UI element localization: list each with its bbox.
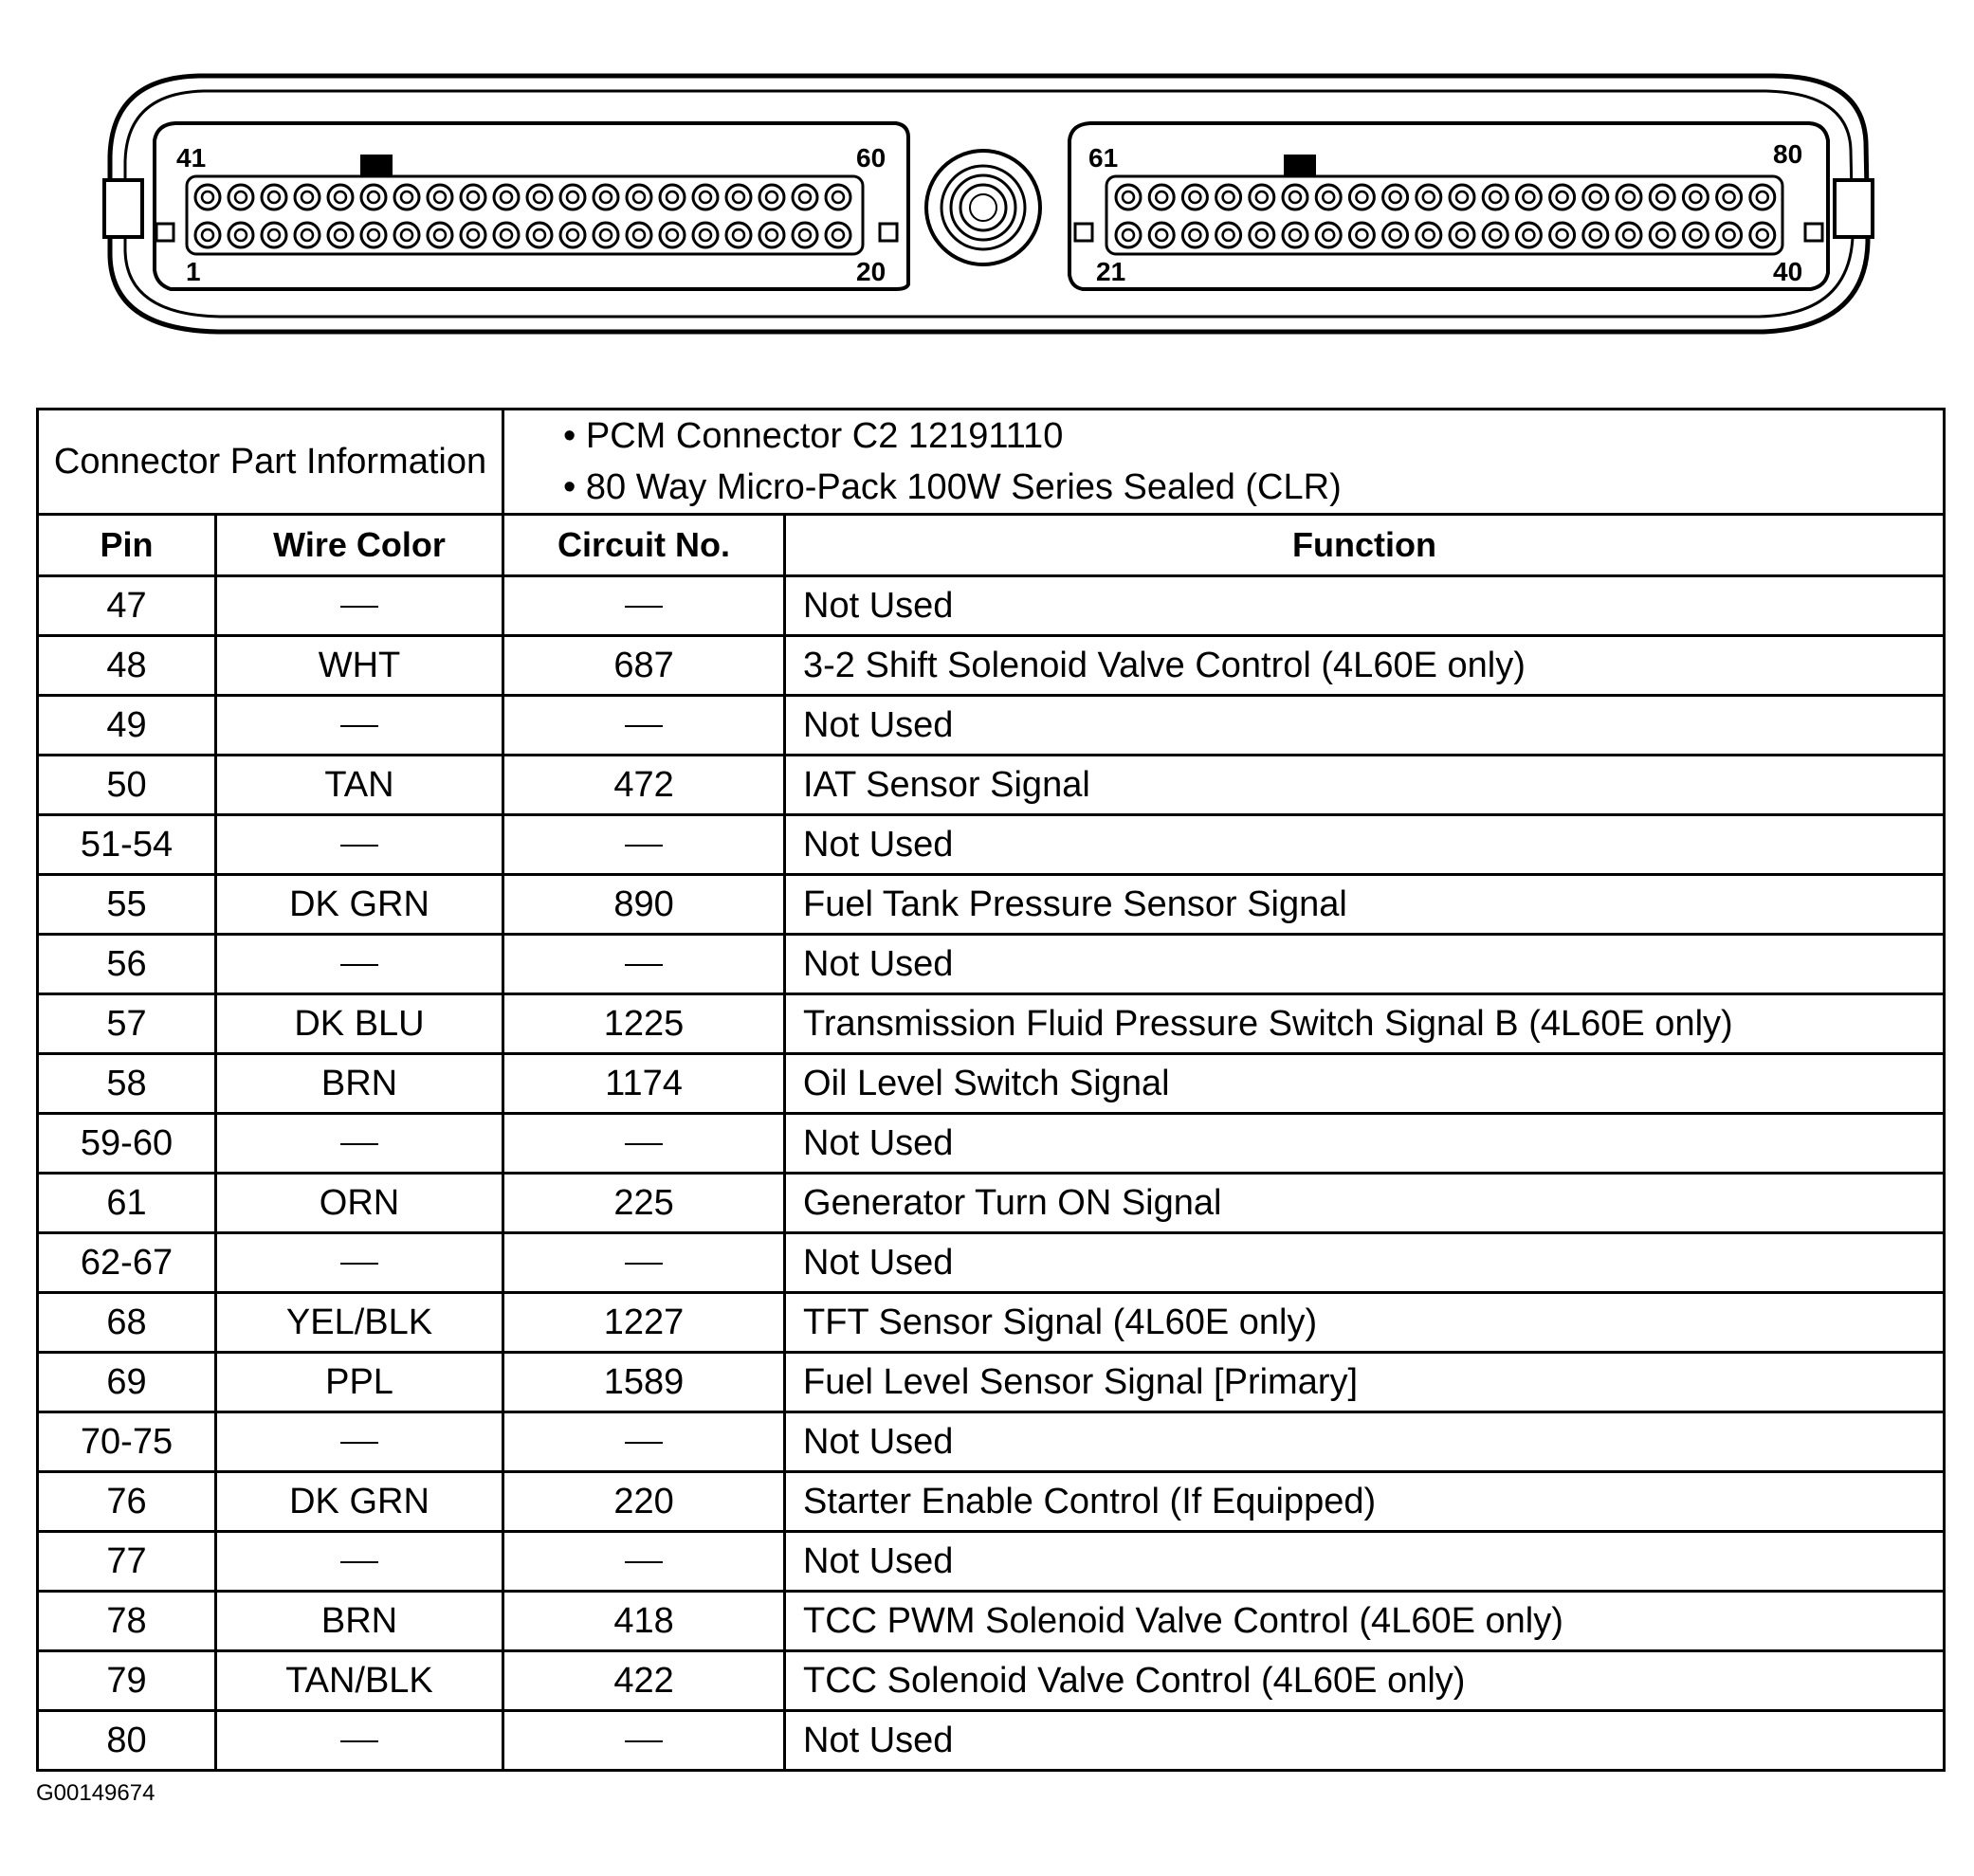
left-pin-cavity [693,185,718,209]
function-cell: Not Used [785,1114,1945,1174]
pin-cell: 69 [38,1353,216,1412]
left-pin-cavity [228,223,253,247]
left-latch-tab [104,180,142,237]
table-row [38,935,1945,994]
circuit-cell: 1589 [503,1353,785,1412]
circuit-cell [503,696,785,756]
function-cell: Not Used [785,1532,1945,1592]
right-pin-cavity [1650,223,1674,247]
left-pin-cavity [361,223,386,247]
connector-info-line: • PCM Connector C2 12191110 [563,416,1064,456]
right-pin-cavity [1483,185,1508,209]
left-pin-cavity [295,185,320,209]
pin-cell: 56 [38,935,216,994]
header-circuit: Circuit No. [503,515,785,576]
function-cell: IAT Sensor Signal [785,756,1945,815]
left-pin-cavity [627,185,651,209]
wire-color-cell [216,696,503,756]
table-row [38,815,1945,875]
left-pin-cavity [793,223,817,247]
right-pin-cavity [1216,185,1241,209]
left-pin-cavity [660,185,685,209]
header-pin: Pin [38,515,216,576]
wire-color-cell: WHT [216,636,503,696]
empty-dash [340,845,378,847]
header-wire-color: Wire Color [216,515,503,576]
left-key [360,155,393,175]
left-pin-cavity [527,185,552,209]
wire-color-cell [216,815,503,875]
pin-label-20: 20 [856,257,886,286]
table-row [38,1412,1945,1472]
empty-dash [625,1740,663,1742]
function-cell: Transmission Fluid Pressure Switch Signal B (4L60E only) [785,994,1945,1054]
right-block-notch-left [1075,224,1092,241]
pin-cell: 80 [38,1711,216,1771]
function-cell: Not Used [785,815,1945,875]
left-pin-cavity [195,223,220,247]
circuit-cell [503,1532,785,1592]
left-pin-cavity [726,223,751,247]
pin-cell: 47 [38,576,216,636]
left-pin-cavity [461,185,485,209]
table-row [38,1293,1945,1353]
empty-dash [625,964,663,966]
table-row [38,756,1945,815]
right-pin-cavity [1250,185,1274,209]
right-pin-cavity [1316,185,1341,209]
pin-label-80: 80 [1773,139,1803,169]
empty-dash [625,1143,663,1145]
right-pin-cavity [1583,185,1608,209]
left-pin-cavity [793,185,817,209]
left-pin-cavity [328,185,353,209]
empty-dash [340,1561,378,1563]
pin-cell: 50 [38,756,216,815]
wire-color-cell [216,1532,503,1592]
pin-cell: 68 [38,1293,216,1353]
right-pin-cavity [1483,223,1508,247]
empty-dash [625,845,663,847]
left-pin-cavity [195,185,220,209]
pin-cell: 55 [38,875,216,935]
function-cell: Generator Turn ON Signal [785,1174,1945,1233]
left-pin-cavity [594,223,618,247]
pin-cell: 58 [38,1054,216,1114]
figure-id: G00149674 [36,1780,155,1806]
right-pin-cavity [1583,223,1608,247]
function-cell: Not Used [785,1711,1945,1771]
pin-cell: 78 [38,1592,216,1651]
function-cell: Fuel Level Sensor Signal [Primary] [785,1353,1945,1412]
table-row [38,1054,1945,1114]
wire-color-cell [216,1233,503,1293]
left-pin-cavity [759,185,784,209]
pin-cell: 79 [38,1651,216,1711]
empty-dash [340,964,378,966]
right-pin-cavity [1683,185,1708,209]
pin-cell: 48 [38,636,216,696]
table-row [38,1711,1945,1771]
wire-color-cell [216,935,503,994]
circuit-cell: 687 [503,636,785,696]
circuit-cell [503,1233,785,1293]
function-cell: Not Used [785,1412,1945,1472]
left-pin-cavity [826,223,850,247]
left-block-notch-left [156,224,174,241]
circuit-cell: 1227 [503,1293,785,1353]
function-cell: Not Used [785,576,1945,636]
pinout-table [36,408,1946,1772]
pin-cell: 70-75 [38,1412,216,1472]
right-pin-cavity [1717,185,1742,209]
right-pin-cavity [1750,223,1775,247]
empty-dash [340,725,378,727]
empty-dash [625,606,663,608]
right-pin-cavity [1383,223,1408,247]
function-cell: Not Used [785,1233,1945,1293]
right-pin-cavity [1316,223,1341,247]
left-pin-cavity [295,223,320,247]
left-pin-cavity [394,223,419,247]
empty-dash [340,1143,378,1145]
left-block-notch-right [880,224,897,241]
left-pin-cavity [428,223,452,247]
wire-color-cell: BRN [216,1054,503,1114]
right-cavity-block [1069,123,1828,289]
pin-label-60: 60 [856,143,886,173]
function-cell: TCC Solenoid Valve Control (4L60E only) [785,1651,1945,1711]
left-pin-cavity [527,223,552,247]
left-pin-cavity [560,223,585,247]
empty-dash [625,1442,663,1444]
circuit-cell: 220 [503,1472,785,1532]
wire-color-cell [216,1711,503,1771]
right-pin-cavity [1283,223,1307,247]
circuit-cell: 890 [503,875,785,935]
wire-color-cell: BRN [216,1592,503,1651]
center-bolt [926,151,1040,264]
table-row [38,994,1945,1054]
left-pin-cavity [560,185,585,209]
right-pin-cavity [1182,185,1207,209]
pin-label-40: 40 [1773,257,1803,286]
pin-cell: 59-60 [38,1114,216,1174]
left-pin-cavity [826,185,850,209]
empty-dash [625,725,663,727]
function-cell: Starter Enable Control (If Equipped) [785,1472,1945,1532]
table-row [38,1651,1945,1711]
circuit-cell [503,1114,785,1174]
left-pin-cavity [428,185,452,209]
empty-dash [625,1561,663,1563]
right-pin-cavity [1383,185,1408,209]
empty-dash [625,1263,663,1265]
pin-cell: 76 [38,1472,216,1532]
wire-color-cell [216,1412,503,1472]
right-pin-cavity [1516,223,1541,247]
pin-label-1: 1 [186,257,201,286]
function-cell: 3-2 Shift Solenoid Valve Control (4L60E only) [785,636,1945,696]
pin-cell: 49 [38,696,216,756]
wire-color-cell: DK BLU [216,994,503,1054]
right-pin-cavity [1750,185,1775,209]
right-pin-cavity [1450,223,1474,247]
right-pin-insert [1106,176,1782,254]
right-pin-cavity [1216,223,1241,247]
right-pin-cavity [1283,185,1307,209]
right-pin-cavity [1149,223,1174,247]
circuit-cell: 472 [503,756,785,815]
circuit-cell [503,1412,785,1472]
left-pin-cavity [594,185,618,209]
pin-cell: 61 [38,1174,216,1233]
table-row [38,636,1945,696]
circuit-cell: 1174 [503,1054,785,1114]
left-pin-cavity [693,223,718,247]
right-pin-cavity [1182,223,1207,247]
right-pin-cavity [1617,185,1641,209]
function-cell: Fuel Tank Pressure Sensor Signal [785,875,1945,935]
right-pin-cavity [1450,185,1474,209]
right-pin-cavity [1349,185,1374,209]
pin-rows [38,576,1945,1771]
wire-color-cell: YEL/BLK [216,1293,503,1353]
table-row [38,1174,1945,1233]
connector-face-diagram [0,0,1974,360]
header-row [38,515,1945,576]
connector-info-label: Connector Part Information [38,410,503,515]
function-cell: Not Used [785,696,1945,756]
wire-color-cell: DK GRN [216,1472,503,1532]
wire-color-cell: TAN [216,756,503,815]
table-row [38,1353,1945,1412]
right-pin-cavity [1116,223,1141,247]
circuit-cell [503,935,785,994]
header-function: Function [785,515,1945,576]
function-cell: TFT Sensor Signal (4L60E only) [785,1293,1945,1353]
wire-color-cell: PPL [216,1353,503,1412]
right-key [1284,155,1316,175]
circuit-cell [503,815,785,875]
left-pin-cavity [759,223,784,247]
pin-label-21: 21 [1096,257,1126,286]
left-pin-cavity [627,223,651,247]
circuit-cell [503,576,785,636]
left-pin-array [195,185,850,247]
table-row [38,1472,1945,1532]
table-row [38,1532,1945,1592]
pin-label-41: 41 [176,143,207,173]
connector-info-values [503,410,1945,515]
empty-dash [340,606,378,608]
pin-cell: 77 [38,1532,216,1592]
wire-color-cell: TAN/BLK [216,1651,503,1711]
table-row [38,1233,1945,1293]
left-pin-cavity [262,223,286,247]
left-pin-cavity [228,185,253,209]
pin-cell: 51-54 [38,815,216,875]
pin-cell: 57 [38,994,216,1054]
left-pin-cavity [494,185,519,209]
right-pin-cavity [1417,185,1441,209]
right-pin-cavity [1550,223,1575,247]
circuit-cell: 418 [503,1592,785,1651]
right-latch-tab [1835,180,1873,237]
empty-dash [340,1263,378,1265]
table-row [38,1592,1945,1651]
wire-color-cell [216,576,503,636]
left-pin-cavity [660,223,685,247]
right-pin-cavity [1116,185,1141,209]
table-row [38,696,1945,756]
right-pin-cavity [1617,223,1641,247]
left-pin-cavity [361,185,386,209]
right-pin-cavity [1550,185,1575,209]
connector-info-line: • 80 Way Micro-Pack 100W Series Sealed (CLR) [563,467,1342,507]
right-pin-cavity [1650,185,1674,209]
right-pin-cavity [1717,223,1742,247]
circuit-cell: 225 [503,1174,785,1233]
wire-color-cell: DK GRN [216,875,503,935]
wire-color-cell [216,1114,503,1174]
function-cell: Oil Level Switch Signal [785,1054,1945,1114]
empty-dash [340,1740,378,1742]
circuit-cell: 1225 [503,994,785,1054]
right-pin-cavity [1417,223,1441,247]
left-pin-cavity [494,223,519,247]
right-pin-cavity [1349,223,1374,247]
table-row [38,576,1945,636]
left-pin-cavity [262,185,286,209]
function-cell: Not Used [785,935,1945,994]
right-pin-cavity [1149,185,1174,209]
wire-color-cell: ORN [216,1174,503,1233]
circuit-cell [503,1711,785,1771]
left-pin-cavity [726,185,751,209]
right-block-notch-right [1805,224,1822,241]
circuit-cell: 422 [503,1651,785,1711]
function-cell: TCC PWM Solenoid Valve Control (4L60E only) [785,1592,1945,1651]
empty-dash [340,1442,378,1444]
right-pin-cavity [1250,223,1274,247]
left-pin-cavity [328,223,353,247]
pin-label-61: 61 [1088,143,1119,173]
left-pin-cavity [394,185,419,209]
table-row [38,875,1945,935]
table-row [38,1114,1945,1174]
connector-info-row [38,410,1945,515]
left-pin-cavity [461,223,485,247]
pin-cell: 62-67 [38,1233,216,1293]
right-pin-cavity [1516,185,1541,209]
right-pin-cavity [1683,223,1708,247]
right-pin-array [1116,185,1775,247]
